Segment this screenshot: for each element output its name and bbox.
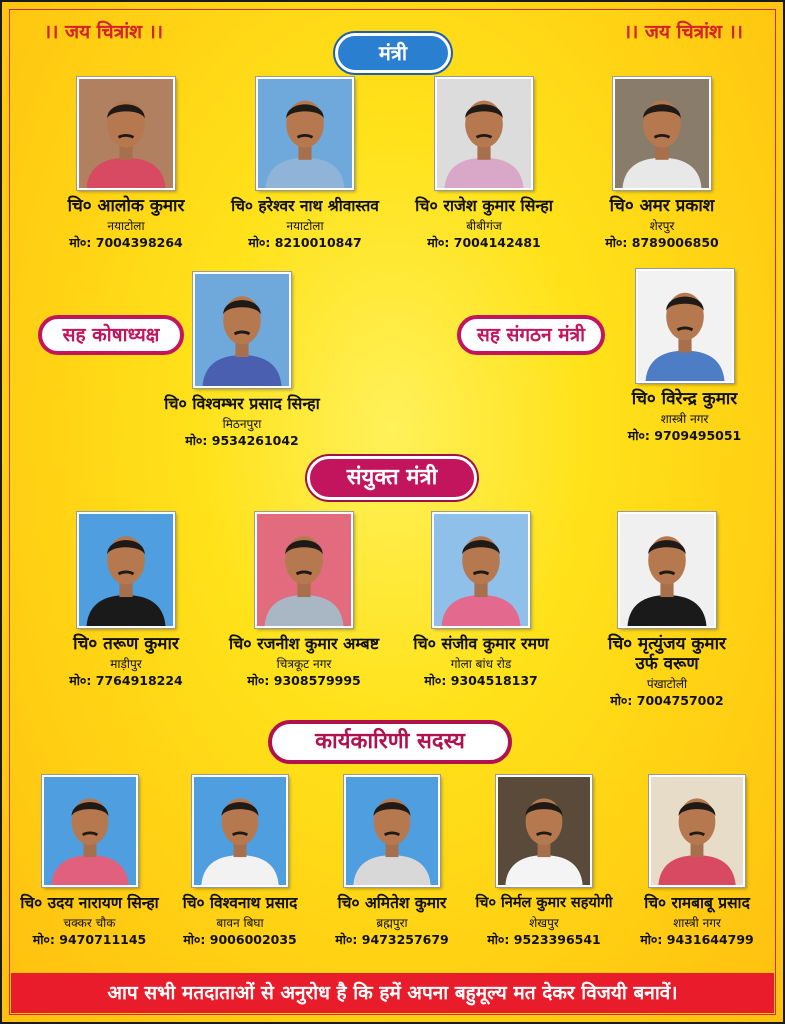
person-photo xyxy=(435,77,533,190)
person-phone: मो०: 9523396541 xyxy=(487,932,601,947)
person-name: चि० रजनीश कुमार अम्बष्ट xyxy=(228,634,380,653)
person-phone: मो०: 9709495051 xyxy=(627,428,742,443)
person-card xyxy=(464,775,624,948)
person-card xyxy=(147,272,337,449)
person-name: चि० उदय नारायण सिन्हा xyxy=(20,894,159,912)
section-header-sanyukt-mantri: संयुक्त मंत्री xyxy=(307,456,477,500)
person-location: माड़ीपुर xyxy=(110,657,142,671)
person-location: बावन बिघा xyxy=(216,916,264,930)
person-location: पंखाटोली xyxy=(646,677,688,691)
person-photo xyxy=(344,775,440,887)
person-card xyxy=(36,77,216,251)
person-location: नयाटोला xyxy=(107,219,145,233)
section-header-sah-sangathan-mantri: सह संगठन मंत्री xyxy=(457,315,605,355)
person-name: चि० अमितेश कुमार xyxy=(337,894,447,912)
person-photo xyxy=(193,272,291,388)
slogan-left: ।। जय चित्रांश ।। xyxy=(44,21,164,43)
person-photo xyxy=(42,775,138,887)
person-card xyxy=(165,775,315,948)
person-phone: मो०: 8789006850 xyxy=(605,235,719,250)
person-phone: मो०: 7764918224 xyxy=(69,673,183,688)
person-location: शेखपुर xyxy=(529,916,559,930)
person-card xyxy=(394,77,574,251)
person-card xyxy=(215,77,395,251)
person-name: चि० संजीव कुमार रमण xyxy=(413,634,549,653)
person-phone: मो०: 7004757002 xyxy=(610,693,724,708)
person-name: चि० आलोक कुमार xyxy=(67,196,185,216)
person-phone: मो०: 9534261042 xyxy=(185,433,299,448)
person-card xyxy=(214,512,394,689)
person-location: शेरपुर xyxy=(649,219,675,233)
person-photo xyxy=(432,512,530,628)
person-card xyxy=(317,775,467,948)
person-location: गोला बांध रोड xyxy=(450,657,512,671)
person-name: चि० रामबाबू प्रसाद xyxy=(644,894,750,912)
person-phone: मो०: 8210010847 xyxy=(248,235,362,250)
person-location: शास्त्री नगर xyxy=(673,916,721,930)
section-header-mantri: मंत्री xyxy=(335,33,451,73)
person-name: चि० हरेश्वर नाथ श्रीवास्तव xyxy=(231,197,379,215)
person-name: चि० राजेश कुमार सिन्हा xyxy=(415,196,553,215)
person-phone: मो०: 9470711145 xyxy=(32,932,147,947)
person-location: ब्रह्मपुरा xyxy=(376,916,408,930)
person-location: चक्कर चौक xyxy=(63,916,116,930)
person-card xyxy=(602,269,767,444)
section-header-karyakarini-sadasya: कार्यकारिणी सदस्य xyxy=(268,720,512,764)
person-location: बीबीगंज xyxy=(466,219,502,233)
section-header-sah-koshadhyaksh: सह कोषाध्यक्ष xyxy=(38,315,184,355)
person-phone: मो०: 7004398264 xyxy=(69,235,183,250)
person-card xyxy=(572,77,752,251)
person-name: चि० विरेन्द्र कुमार xyxy=(631,389,738,409)
person-photo xyxy=(192,775,288,887)
person-name: चि० तरूण कुमार xyxy=(73,634,179,654)
slogan-right: ।। जय चित्रांश ।। xyxy=(623,21,743,43)
person-photo xyxy=(636,269,734,383)
person-phone: मो०: 7004142481 xyxy=(427,235,541,250)
person-card xyxy=(622,775,772,948)
person-phone: मो०: 9473257679 xyxy=(335,932,449,947)
person-card xyxy=(36,512,216,689)
person-name: चि० विश्वम्भर प्रसाद सिन्हा xyxy=(164,394,320,413)
person-photo xyxy=(77,77,175,190)
person-card xyxy=(12,775,167,948)
person-name: चि० अमर प्रकाश xyxy=(609,196,715,216)
person-phone: मो०: 9304518137 xyxy=(424,673,538,688)
person-name: चि० मृत्युंजय कुमार उर्फ वरूण xyxy=(608,634,726,674)
appeal-banner: आप सभी मतदाताओं से अनुरोध है कि हमें अपना बहुमूल्य मत देकर विजयी बनावें। xyxy=(11,973,774,1013)
person-location: चित्रकूट नगर xyxy=(276,657,332,671)
person-phone: मो०: 9308579995 xyxy=(247,673,361,688)
person-phone: मो०: 9431644799 xyxy=(640,932,754,947)
person-phone: मो०: 9006002035 xyxy=(183,932,297,947)
person-card xyxy=(391,512,571,689)
person-card xyxy=(582,512,752,709)
person-name: चि० निर्मल कुमार सहयोगी xyxy=(475,895,613,911)
person-photo xyxy=(613,77,711,190)
person-location: नयाटोला xyxy=(286,219,324,233)
person-photo xyxy=(649,775,745,887)
person-photo xyxy=(618,512,716,628)
person-location: शास्त्री नगर xyxy=(660,412,709,426)
person-photo xyxy=(496,775,592,887)
person-photo xyxy=(77,512,175,628)
person-photo xyxy=(255,512,353,628)
person-location: मिठनपुरा xyxy=(222,417,262,431)
person-photo xyxy=(256,77,354,190)
person-name: चि० विश्वनाथ प्रसाद xyxy=(182,894,298,912)
